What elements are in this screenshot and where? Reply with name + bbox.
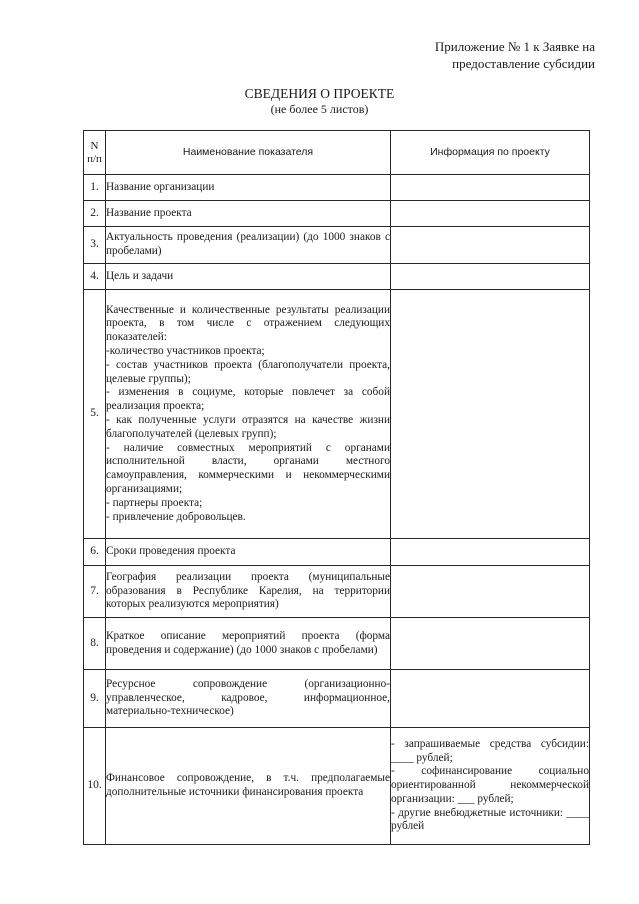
indicator-name: Название проекта [106,201,391,227]
info-cell[interactable] [391,264,590,290]
column-header-number-line2: п/п [87,152,102,165]
info-cell[interactable] [391,539,590,566]
results-line: - изменения в социуме, которые повлечет за собой реализация проекта; [106,386,390,413]
results-line: - привлечение добровольцев. [106,510,246,523]
table-row [84,618,590,670]
table-row [84,290,590,539]
indicator-name: География реализации проекта (муниципальные образования в Республике Карелия, на территории которых реализуются мероприятия) [106,566,391,618]
table-row [84,201,590,227]
indicator-name: Финансовое сопровождение, в т.ч. предполагаемые дополнительные источники финансирования проекта [106,728,391,845]
info-cell[interactable] [391,566,590,618]
results-line: -количество участников проекта; [106,345,265,358]
results-line: - партнеры проекта; [106,496,203,509]
table-row [84,264,590,290]
financing-line: - софинансирование социально ориентированной некоммерческой организации: ___ рублей; [391,765,589,805]
financing-info-cell[interactable] [391,728,590,845]
column-header-indicator: Наименование показателя [106,131,391,175]
indicator-name: Цель и задачи [106,264,391,290]
row-number: 6. [84,539,106,566]
table-header-row [84,131,590,175]
info-cell[interactable] [391,227,590,264]
row-number: 8. [84,618,106,670]
info-cell[interactable] [391,618,590,670]
row-number: 10. [84,728,106,845]
table-row [84,175,590,201]
info-cell[interactable] [391,201,590,227]
results-line: - состав участников проекта (благополучатели проекта, целевые группы); [106,358,390,385]
row-number: 9. [84,670,106,728]
indicator-name: Название организации [106,175,391,201]
appendix-line-1: Приложение № 1 к Заявке на [434,39,595,54]
project-info-table [83,130,590,845]
table-row [84,670,590,728]
table-row [84,728,590,845]
financing-line: - другие внебюджетные источники: ____ рублей [391,806,589,833]
column-header-number [84,131,106,175]
document-title: СВЕДЕНИЯ О ПРОЕКТЕ [244,86,395,101]
financing-line: - запрашиваемые средства субсидии: ____ рублей; [391,737,589,764]
row-number: 2. [84,201,106,227]
indicator-name: Краткое описание мероприятий проекта (форма проведения и содержание) (до 1000 знаков с пробелами) [106,618,391,670]
column-header-project-info: Информация по проекту [391,131,590,175]
row-number: 4. [84,264,106,290]
indicator-name: Ресурсное сопровождение (организационно-управленческое, кадровое, информационное, материально-техническое) [106,670,391,728]
row-number: 5. [84,290,106,539]
info-cell[interactable] [391,290,590,539]
table-row [84,539,590,566]
document-title-block [0,86,639,117]
appendix-note [435,38,595,72]
results-line: - наличие совместных мероприятий с органами исполнительной власти, органами местного самоуправления, коммерческими и некоммерческими организациями; [106,441,390,495]
results-line: Качественные и количественные результаты реализации проекта, в том числе с отражением следующих показателей: [106,303,390,344]
indicator-name [106,290,391,539]
row-number: 7. [84,566,106,618]
indicator-name: Актуальность проведения (реализации) (до 1000 знаков с пробелами) [106,227,391,264]
table-row [84,566,590,618]
indicator-name: Сроки проведения проекта [106,539,391,566]
document-subtitle: (не более 5 листов) [270,102,369,116]
column-header-number-line1: N [90,139,99,152]
appendix-line-2: предоставление субсидии [452,56,595,71]
results-line: - как полученные услуги отразятся на качестве жизни благополучателей (целевых групп); [106,414,390,440]
table-row [84,227,590,264]
row-number: 3. [84,227,106,264]
row-number: 1. [84,175,106,201]
info-cell[interactable] [391,670,590,728]
info-cell[interactable] [391,175,590,201]
